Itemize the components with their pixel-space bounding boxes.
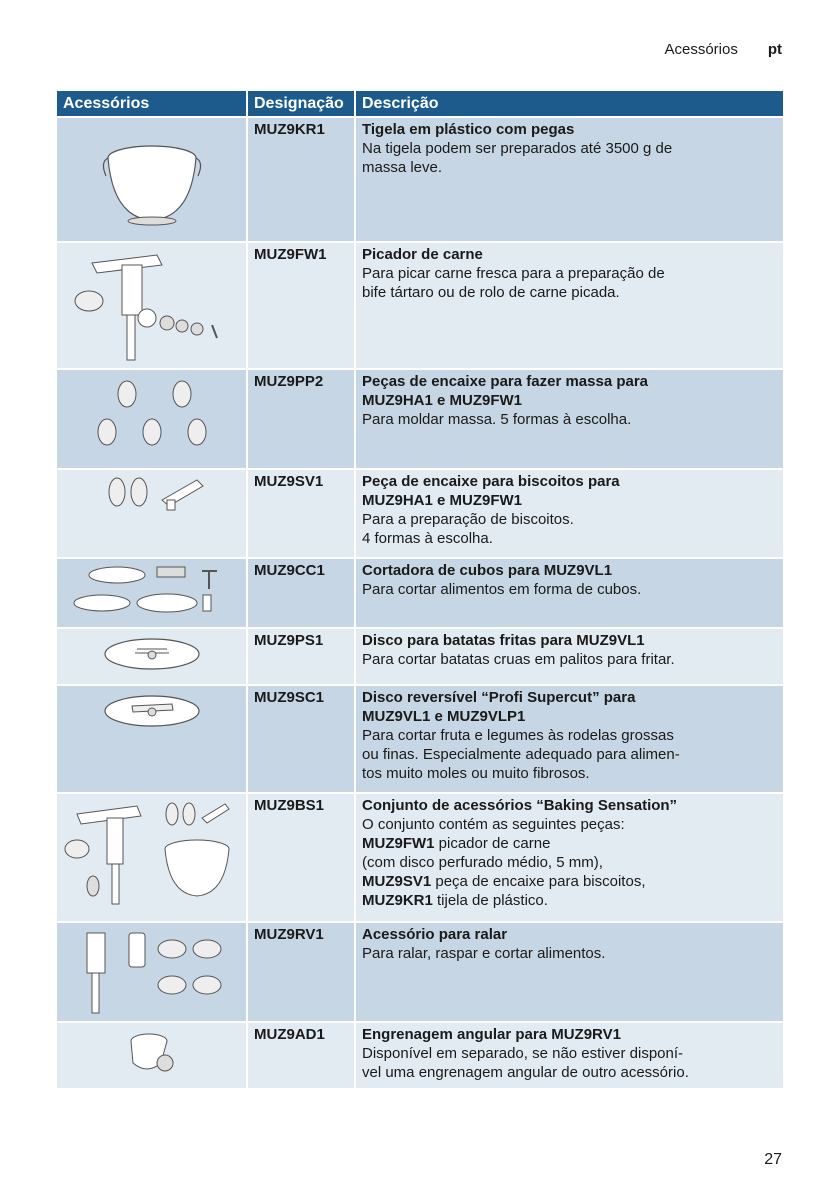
description-cell: Peças de encaixe para fazer massa para MUZ9HA1 e MUZ9FW1 Para moldar massa. 5 formas à escolha. [355, 369, 783, 469]
designation-cell: MUZ9PP2 [247, 369, 355, 469]
designation-cell: MUZ9SV1 [247, 469, 355, 558]
description-cell: Picador de carne Para picar carne fresca para a preparação de bife tártaro ou de rolo de carne picada. [355, 242, 783, 369]
designation-cell: MUZ9PS1 [247, 628, 355, 685]
table-row [57, 242, 783, 369]
description-cell: Disco para batatas fritas para MUZ9VL1 Para cortar batatas cruas em palitos para fritar. [355, 628, 783, 685]
designation-cell: MUZ9BS1 [247, 793, 355, 922]
pasta-discs-illustration [57, 369, 247, 469]
description-cell: Tigela em plástico com pegas Na tigela podem ser preparados até 3500 g de massa leve. [355, 117, 783, 242]
reversible-disc-illustration [57, 685, 247, 793]
meat-grinder-illustration [57, 242, 247, 369]
bowl-illustration [57, 117, 247, 242]
dicing-disc-illustration [57, 558, 247, 628]
table-row [57, 369, 783, 469]
description-cell: Conjunto de acessórios “Baking Sensation” O conjunto contém as seguintes peças: MUZ9FW1 picador de carne (com disco perfurado médio, 5 mm), MUZ9SV1 peça de encaixe para biscoitos, MUZ9KR1 tijela de plástico. [355, 793, 783, 922]
designation-cell: MUZ9AD1 [247, 1022, 355, 1088]
designation-cell: MUZ9SC1 [247, 685, 355, 793]
table-row [57, 1022, 783, 1088]
angle-gear-illustration [57, 1022, 247, 1088]
language-code: pt [767, 41, 782, 58]
designation-cell: MUZ9KR1 [247, 117, 355, 242]
running-head [664, 41, 782, 58]
table-row [57, 117, 783, 242]
table-row [57, 628, 783, 685]
table-row [57, 558, 783, 628]
table-header-row [57, 91, 783, 117]
column-header-description: Descrição [355, 91, 783, 117]
table-row [57, 685, 783, 793]
grater-illustration [57, 922, 247, 1022]
fries-disc-illustration [57, 628, 247, 685]
designation-cell: MUZ9CC1 [247, 558, 355, 628]
section-title: Acessórios [664, 41, 738, 58]
accessories-table [57, 91, 783, 1088]
description-cell: Peça de encaixe para biscoitos para MUZ9HA1 e MUZ9FW1 Para a preparação de biscoitos. 4 formas à escolha. [355, 469, 783, 558]
description-cell: Acessório para ralar Para ralar, raspar e cortar alimentos. [355, 922, 783, 1022]
description-cell: Cortadora de cubos para MUZ9VL1 Para cortar alimentos em forma de cubos. [355, 558, 783, 628]
page-number: 27 [764, 1151, 782, 1168]
table-row [57, 469, 783, 558]
designation-cell: MUZ9FW1 [247, 242, 355, 369]
designation-cell: MUZ9RV1 [247, 922, 355, 1022]
description-cell: Disco reversível “Profi Supercut” para MUZ9VL1 e MUZ9VLP1 Para cortar fruta e legumes às rodelas grossas ou finas. Especialmente adequado para alimen- tos muito moles ou muito fibrosos. [355, 685, 783, 793]
column-header-designation: Designação [247, 91, 355, 117]
table-row [57, 922, 783, 1022]
baking-set-illustration [57, 793, 247, 922]
column-header-accessories: Acessórios [57, 91, 247, 117]
description-cell: Engrenagem angular para MUZ9RV1 Disponível em separado, se não estiver disponí- vel uma engrenagem angular de outro acessório. [355, 1022, 783, 1088]
biscuit-attachment-illustration [57, 469, 247, 558]
table-row [57, 793, 783, 922]
